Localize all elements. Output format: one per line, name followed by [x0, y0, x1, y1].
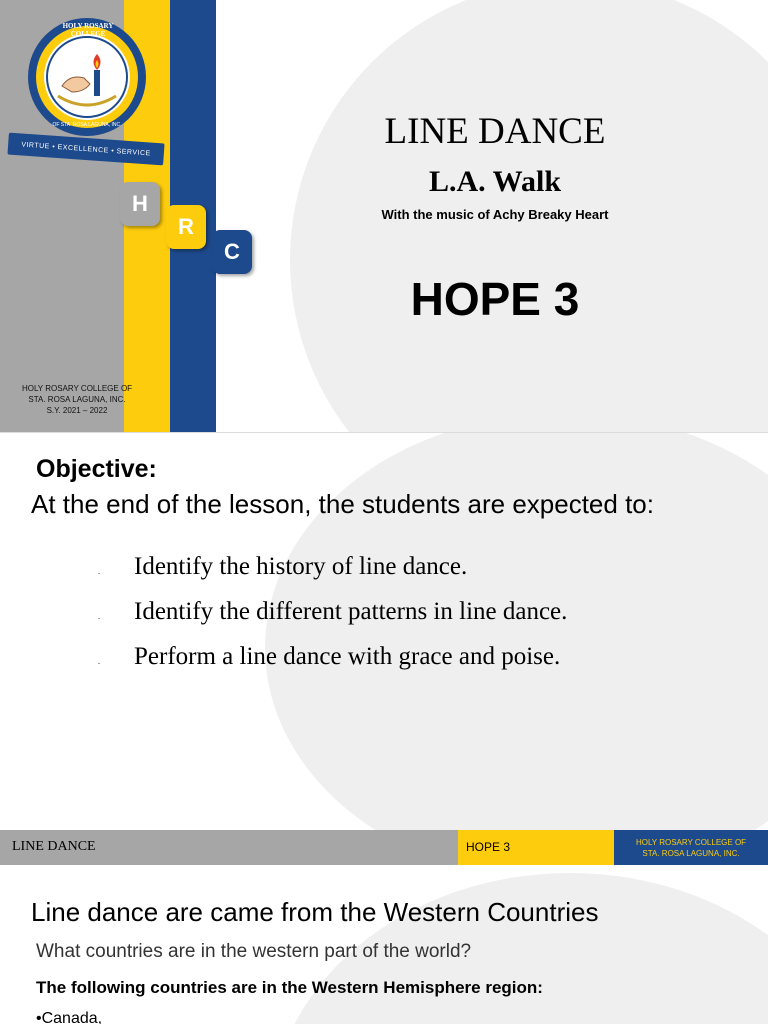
- objective-intro: At the end of the lesson, the students are expected to:: [31, 489, 654, 519]
- torch-hand-icon: [44, 34, 130, 120]
- seal-arc-text: HOLY ROSARY COLLEGE: [62, 22, 114, 38]
- tab-c: C: [212, 230, 252, 274]
- school-year: S.Y. 2021 – 2022: [46, 406, 108, 415]
- footer-left: [0, 830, 458, 865]
- slide-title: LINE DANCE: [384, 111, 606, 152]
- objective-slide: [0, 433, 768, 865]
- slide-heading: Line dance are came from the Western Countries: [31, 897, 599, 927]
- question-text: What countries are in the western part of the world?: [36, 941, 472, 962]
- footer-title: LINE DANCE: [12, 839, 96, 854]
- school-info: [2, 383, 152, 416]
- objectives-list: [98, 547, 567, 682]
- music-note: With the music of Achy Breaky Heart: [381, 207, 609, 222]
- school-name-line1: HOLY ROSARY COLLEGE OF: [21, 384, 133, 393]
- footer-middle: [458, 830, 614, 865]
- tab-h: H: [120, 182, 160, 226]
- seal-center: [44, 34, 130, 120]
- list-item: •Canada,: [36, 1010, 103, 1024]
- footer-course: HOPE 3: [466, 840, 511, 854]
- list-item: . Identify the history of line dance.: [98, 553, 468, 580]
- objective-heading: Objective:: [36, 455, 157, 483]
- course-code: HOPE 3: [410, 273, 580, 325]
- list-item: . Identify the different patterns in line dance.: [98, 598, 568, 625]
- footer-school: HOLY ROSARY COLLEGE OF STA. ROSA LAGUNA, INC.: [635, 838, 747, 858]
- school-name-line2: STA. ROSA LAGUNA, INC.: [28, 395, 126, 404]
- tab-r: R: [166, 205, 206, 249]
- motto-ribbon: VIRTUE • EXCELLENCE • SERVICE: [7, 133, 164, 166]
- bold-statement: The following countries are in the Western Hemisphere region:: [36, 978, 543, 997]
- seal-bottom-text: OF STA. ROSA LAGUNA, INC.: [52, 122, 122, 128]
- footer-right: [614, 830, 768, 865]
- slide-subtitle: L.A. Walk: [429, 165, 561, 198]
- list-item: . Perform a line dance with grace and poise.: [98, 643, 561, 670]
- content-slide: [0, 865, 768, 1024]
- title-slide: [0, 0, 768, 433]
